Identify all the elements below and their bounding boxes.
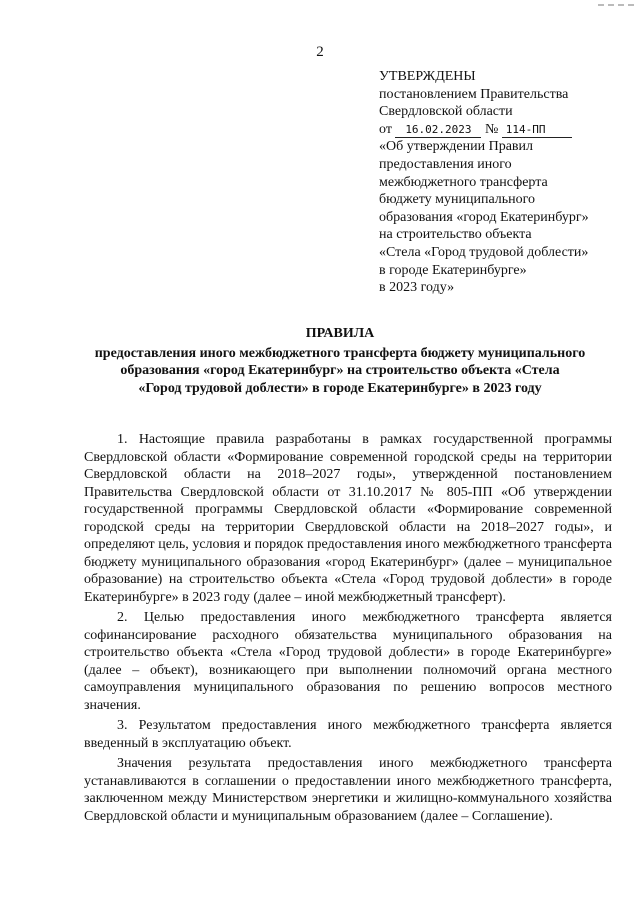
paragraph: Значения результата предоставления иного межбюджетного трансферта устанавливаются в соглашении о предоставлении иного межбюджетного трансферта, заключенном между Министерством энергетики и жилищно-коммунального хозяйства Свердловской области и муниципальным образованием (далее – Соглашение). — [84, 756, 612, 824]
approval-heading: УТВЕРЖДЕНЫ — [379, 69, 476, 84]
title-heading: ПРАВИЛА — [305, 326, 375, 341]
subtitle-line: предоставления иного межбюджетного трансферта бюджету муниципального — [94, 345, 586, 361]
approval-title-line: на строительство объекта — [379, 227, 532, 243]
paragraph: 2. Целью предоставления иного межбюджетного трансферта является софинансирование расходного обязательства муниципального образования на строительство объекта «Стела «Город трудовой доблести» в городе Екатеринбурге» (далее – объект), возникающего при выполнении полномочий органа местного самоуправления муниципального образования по решению вопросов местного значения. — [84, 610, 612, 713]
subtitle-line: «Город трудовой доблести» в городе Екатеринбурге» в 2023 году — [138, 380, 542, 396]
approval-title-line: «Стела «Город трудовой доблести» — [379, 244, 589, 260]
approval-line: постановлением Правительства — [379, 86, 569, 102]
approval-block — [379, 68, 634, 297]
date-prefix: от — [379, 121, 392, 137]
document-title — [40, 325, 640, 397]
approval-date-line — [379, 121, 634, 139]
approval-title-line: в 2023 году» — [379, 280, 455, 296]
approval-title-line: «Об утверждении Правил — [379, 139, 533, 155]
approval-title-line: предоставления иного — [379, 156, 512, 172]
date-value: 16.02.2023 — [395, 123, 481, 138]
approval-title-line: бюджету муниципального — [379, 192, 536, 208]
approval-title-line: образования «город Екатеринбург» — [379, 209, 589, 225]
subtitle-line: образования «город Екатеринбург» на строительство объекта «Стела — [120, 363, 560, 378]
number-sign: № — [484, 121, 499, 137]
approval-title-line: межбюджетного трансферта — [379, 174, 548, 190]
corner-mark — [598, 4, 634, 6]
number-value: 114-ПП — [502, 123, 572, 138]
document-body — [84, 431, 612, 828]
paragraph: 1. Настоящие правила разработаны в рамках государственной программы Свердловской области «Формирование современной городской среды на территории Свердловской области на 2018–2027 годы», утвержденной постановлением Правительства Свердловской области от 31.10.2017 № 805-ПП «Об утверждении государственной программы Свердловской области «Формирование современной городской среды на территории Свердловской области на 2018–2027 годы», и определяют цель, условия и порядок предоставления иного межбюджетного трансферта бюджету муниципального образования «город Екатеринбург» (далее – муниципальное образование) на строительство объекта «Стела «Город трудовой доблести» в городе Екатеринбурге» в 2023 году (далее – иной межбюджетный трансферт). — [84, 432, 612, 605]
approval-title-line: в городе Екатеринбурге» — [379, 262, 527, 278]
paragraph: 3. Результатом предоставления иного межбюджетного трансферта является введенный в эксплуатацию объект. — [84, 718, 612, 751]
page-number: 2 — [316, 44, 324, 60]
approval-line: Свердловской области — [379, 104, 513, 120]
